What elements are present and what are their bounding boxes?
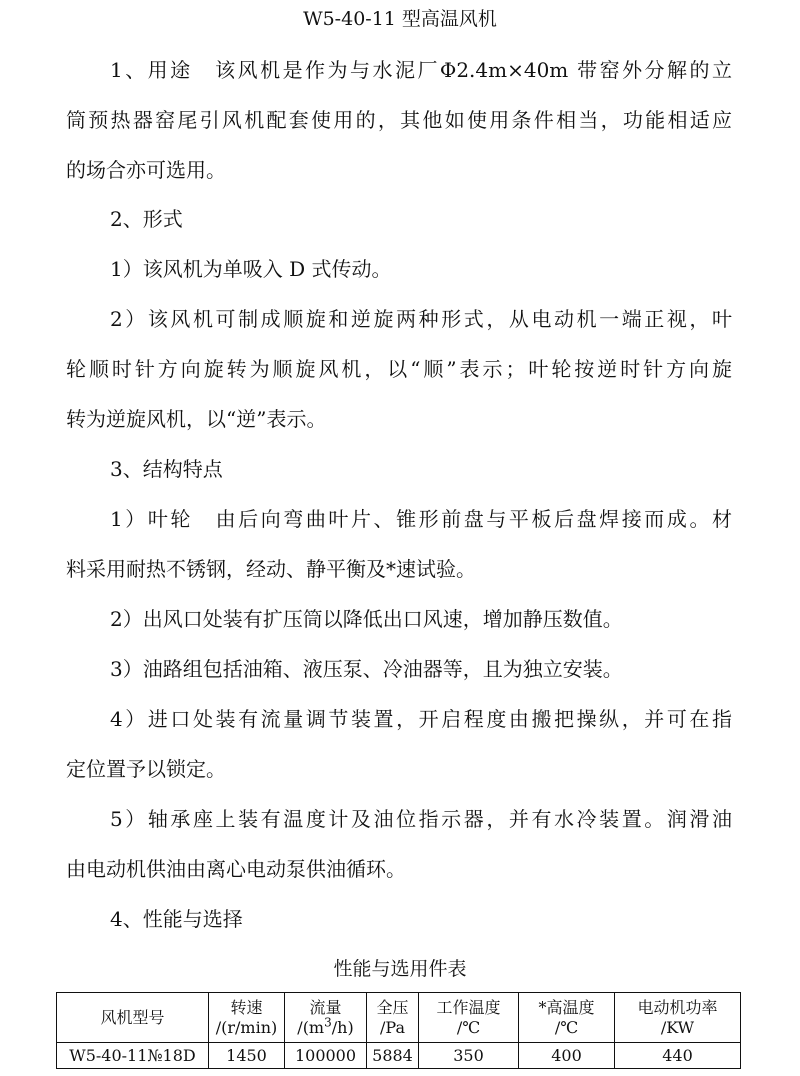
performance-table <box>56 992 741 1069</box>
table-header-row <box>57 993 741 1043</box>
section2-item2-line1: 2）该风机可制成顺旋和逆旋两种形式，从电动机一端正视，叶 <box>110 307 732 331</box>
section3-heading: 3、结构特点 <box>110 457 223 481</box>
section1-paragraph-line1 <box>110 57 732 83</box>
header-work-temp <box>419 993 519 1043</box>
header-flow-unit-pre: /(m <box>297 1017 325 1037</box>
section2-heading: 2、形式 <box>110 207 183 231</box>
table-row <box>57 1043 741 1069</box>
header-pressure-unit: /Pa <box>380 1017 405 1037</box>
header-speed-unit: /(r/min) <box>215 1017 278 1037</box>
header-speed <box>209 993 285 1043</box>
header-max-temp-unit: /℃ <box>554 1017 579 1037</box>
section3-item5-line1: 5）轴承座上装有温度计及油位指示器，并有水冷装置。润滑油 <box>110 807 732 831</box>
section3-item5-line2: 由电动机供油由离心电动泵供油循环。 <box>66 857 406 881</box>
header-flow-unit-post: /h) <box>331 1017 354 1037</box>
cell-pressure: 5884 <box>367 1043 419 1069</box>
section3-item1-label: 1）叶轮 <box>110 507 193 531</box>
section2-item2-line3: 转为逆旋风机，以“逆”表示。 <box>66 407 327 431</box>
section3-item2: 2）出风口处装有扩压筒以降低出口风速，增加静压数值。 <box>110 607 623 631</box>
header-pressure-name: 全压 <box>376 997 409 1017</box>
section3-item1-text: 由后向弯曲叶片、锥形前盘与平板后盘焊接而成。材 <box>213 507 733 531</box>
section3-item1-line2: 料采用耐热不锈钢，经动、静平衡及*速试验。 <box>66 557 476 581</box>
cell-flow: 100000 <box>285 1043 367 1069</box>
cell-speed: 1450 <box>209 1043 285 1069</box>
header-flow <box>285 993 367 1043</box>
section3-item3: 3）油路组包括油箱、液压泵、冷油器等，且为独立安装。 <box>110 657 623 681</box>
section2-item2-line2: 轮顺时针方向旋转为顺旋风机，以“顺”表示；叶轮按逆时针方向旋 <box>66 357 732 381</box>
header-flow-unit <box>285 1015 366 1038</box>
header-motor-power-name: 电动机功率 <box>637 997 718 1017</box>
document-title: W5-40-11 型高温风机 <box>303 8 497 30</box>
section3-item4-line1: 4）进口处装有流量调节装置，开启程度由搬把操纵，并可在指 <box>110 707 732 731</box>
cell-motor-power: 440 <box>615 1043 741 1069</box>
section3-item4-line2: 定位置予以锁定。 <box>66 757 226 781</box>
header-work-temp-name: 工作温度 <box>436 997 501 1017</box>
section1-paragraph-line2: 筒预热器窑尾引风机配套使用的，其他如使用条件相当，功能相适应 <box>66 108 732 132</box>
header-flow-name: 流量 <box>309 997 342 1017</box>
header-motor-power-unit: /KW <box>660 1017 695 1037</box>
header-pressure <box>367 993 419 1043</box>
section1-heading: 1、用途 <box>110 58 193 82</box>
section3-item1-line1 <box>110 506 732 532</box>
header-model: 风机型号 <box>57 993 209 1043</box>
header-flow-unit-sup: 3 <box>324 1015 332 1030</box>
cell-model: W5-40-11№18D <box>57 1043 209 1069</box>
table-title: 性能与选用件表 <box>333 958 467 980</box>
section4-heading: 4、性能与选择 <box>110 907 243 931</box>
section1-paragraph-line3: 的场合亦可选用。 <box>66 158 226 182</box>
header-speed-name: 转速 <box>230 997 263 1017</box>
section1-text: 该风机是作为与水泥厂Φ2.4m×40m 带窑外分解的立 <box>212 58 732 82</box>
header-max-temp-name: *高温度 <box>538 997 595 1017</box>
section2-item1: 1）该风机为单吸入 D 式传动。 <box>110 257 392 281</box>
cell-work-temp: 350 <box>419 1043 519 1069</box>
header-motor-power <box>615 993 741 1043</box>
cell-max-temp: 400 <box>519 1043 615 1069</box>
header-work-temp-unit: /℃ <box>456 1017 481 1037</box>
header-max-temp <box>519 993 615 1043</box>
